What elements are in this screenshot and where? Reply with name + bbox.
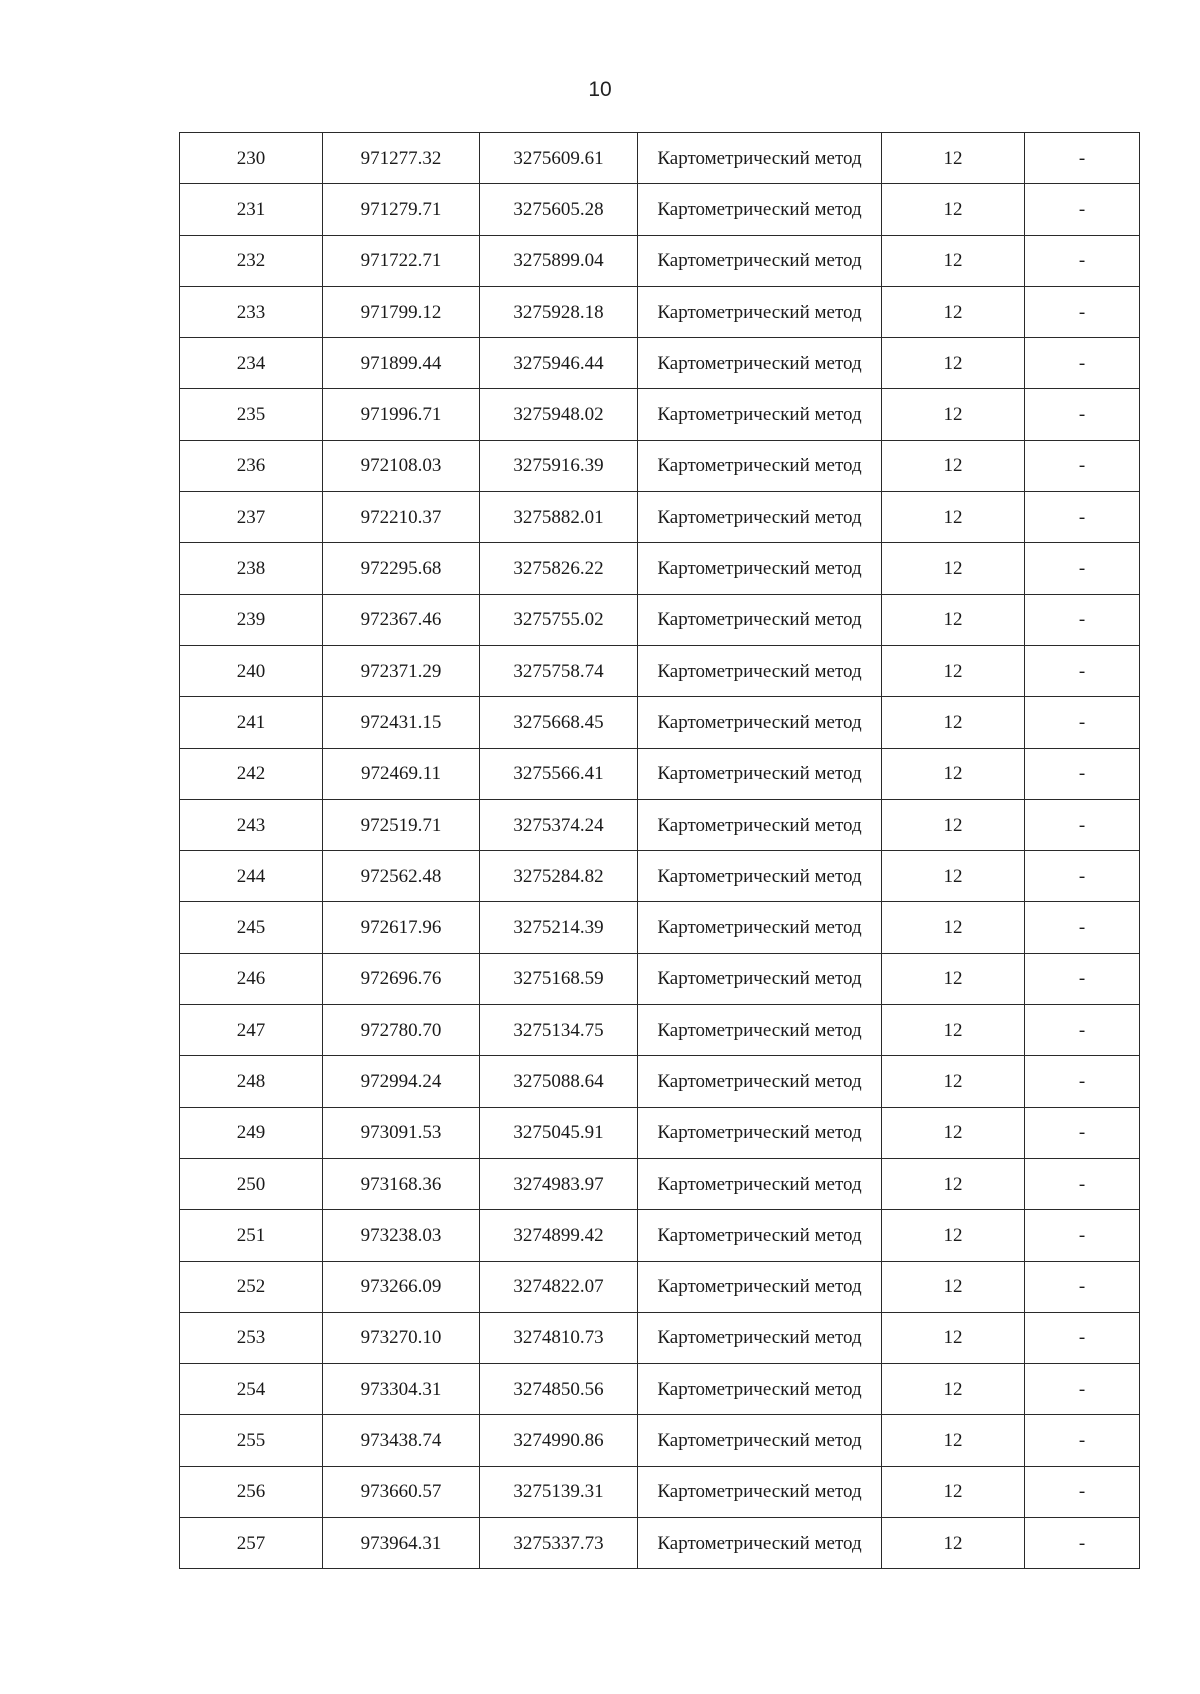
method-cell: Картометрический метод: [638, 235, 882, 286]
table-row: [180, 1005, 1140, 1056]
table-row: [180, 235, 1140, 286]
table-row: [180, 133, 1140, 184]
y-coordinate-cell: 3275566.41: [480, 748, 638, 799]
x-coordinate-cell: 973438.74: [323, 1415, 480, 1466]
table-row: [180, 1364, 1140, 1415]
method-cell: Картометрический метод: [638, 645, 882, 696]
method-cell: Картометрический метод: [638, 902, 882, 953]
description-cell: -: [1025, 902, 1140, 953]
method-cell: Картометрический метод: [638, 1210, 882, 1261]
point-number-cell: 251: [180, 1210, 323, 1261]
x-coordinate-cell: 972696.76: [323, 953, 480, 1004]
method-cell: Картометрический метод: [638, 1518, 882, 1569]
y-coordinate-cell: 3275928.18: [480, 286, 638, 337]
method-cell: Картометрический метод: [638, 1312, 882, 1363]
coordinates-table: [179, 132, 1140, 1569]
method-cell: Картометрический метод: [638, 799, 882, 850]
point-number-cell: 232: [180, 235, 323, 286]
accuracy-cell: 12: [882, 1415, 1025, 1466]
description-cell: -: [1025, 799, 1140, 850]
description-cell: -: [1025, 389, 1140, 440]
accuracy-cell: 12: [882, 1518, 1025, 1569]
y-coordinate-cell: 3275088.64: [480, 1056, 638, 1107]
accuracy-cell: 12: [882, 851, 1025, 902]
page-number: 10: [588, 78, 612, 101]
method-cell: Картометрический метод: [638, 851, 882, 902]
description-cell: -: [1025, 1005, 1140, 1056]
accuracy-cell: 12: [882, 133, 1025, 184]
point-number-cell: 235: [180, 389, 323, 440]
point-number-cell: 242: [180, 748, 323, 799]
point-number-cell: 230: [180, 133, 323, 184]
description-cell: -: [1025, 1466, 1140, 1517]
point-number-cell: 244: [180, 851, 323, 902]
method-cell: Картометрический метод: [638, 748, 882, 799]
x-coordinate-cell: 972617.96: [323, 902, 480, 953]
method-cell: Картометрический метод: [638, 440, 882, 491]
method-cell: Картометрический метод: [638, 697, 882, 748]
y-coordinate-cell: 3275882.01: [480, 492, 638, 543]
accuracy-cell: 12: [882, 492, 1025, 543]
x-coordinate-cell: 972562.48: [323, 851, 480, 902]
description-cell: -: [1025, 1312, 1140, 1363]
method-cell: Картометрический метод: [638, 594, 882, 645]
table-row: [180, 492, 1140, 543]
description-cell: -: [1025, 1056, 1140, 1107]
x-coordinate-cell: 972519.71: [323, 799, 480, 850]
y-coordinate-cell: 3275916.39: [480, 440, 638, 491]
accuracy-cell: 12: [882, 235, 1025, 286]
description-cell: -: [1025, 286, 1140, 337]
accuracy-cell: 12: [882, 1466, 1025, 1517]
point-number-cell: 234: [180, 338, 323, 389]
y-coordinate-cell: 3275045.91: [480, 1107, 638, 1158]
description-cell: -: [1025, 1364, 1140, 1415]
x-coordinate-cell: 972371.29: [323, 645, 480, 696]
point-number-cell: 236: [180, 440, 323, 491]
point-number-cell: 248: [180, 1056, 323, 1107]
point-number-cell: 238: [180, 543, 323, 594]
y-coordinate-cell: 3275668.45: [480, 697, 638, 748]
method-cell: Картометрический метод: [638, 1107, 882, 1158]
method-cell: Картометрический метод: [638, 184, 882, 235]
x-coordinate-cell: 971277.32: [323, 133, 480, 184]
accuracy-cell: 12: [882, 286, 1025, 337]
point-number-cell: 253: [180, 1312, 323, 1363]
accuracy-cell: 12: [882, 1107, 1025, 1158]
x-coordinate-cell: 973270.10: [323, 1312, 480, 1363]
y-coordinate-cell: 3275605.28: [480, 184, 638, 235]
x-coordinate-cell: 972994.24: [323, 1056, 480, 1107]
x-coordinate-cell: 973091.53: [323, 1107, 480, 1158]
y-coordinate-cell: 3275284.82: [480, 851, 638, 902]
x-coordinate-cell: 971899.44: [323, 338, 480, 389]
x-coordinate-cell: 973168.36: [323, 1158, 480, 1209]
table-row: [180, 184, 1140, 235]
table-row: [180, 594, 1140, 645]
method-cell: Картометрический метод: [638, 1005, 882, 1056]
accuracy-cell: 12: [882, 1364, 1025, 1415]
description-cell: -: [1025, 1518, 1140, 1569]
y-coordinate-cell: 3275755.02: [480, 594, 638, 645]
table-row: [180, 953, 1140, 1004]
table-row: [180, 389, 1140, 440]
accuracy-cell: 12: [882, 1056, 1025, 1107]
accuracy-cell: 12: [882, 799, 1025, 850]
method-cell: Картометрический метод: [638, 1364, 882, 1415]
x-coordinate-cell: 972108.03: [323, 440, 480, 491]
accuracy-cell: 12: [882, 1210, 1025, 1261]
accuracy-cell: 12: [882, 645, 1025, 696]
accuracy-cell: 12: [882, 1158, 1025, 1209]
table-row: [180, 645, 1140, 696]
x-coordinate-cell: 971279.71: [323, 184, 480, 235]
x-coordinate-cell: 971722.71: [323, 235, 480, 286]
table-row: [180, 902, 1140, 953]
table-row: [180, 338, 1140, 389]
method-cell: Картометрический метод: [638, 492, 882, 543]
y-coordinate-cell: 3275609.61: [480, 133, 638, 184]
table-row: [180, 1466, 1140, 1517]
method-cell: Картометрический метод: [638, 953, 882, 1004]
table-row: [180, 1312, 1140, 1363]
point-number-cell: 239: [180, 594, 323, 645]
x-coordinate-cell: 971996.71: [323, 389, 480, 440]
x-coordinate-cell: 972431.15: [323, 697, 480, 748]
table-row: [180, 286, 1140, 337]
point-number-cell: 237: [180, 492, 323, 543]
description-cell: -: [1025, 440, 1140, 491]
description-cell: -: [1025, 1261, 1140, 1312]
x-coordinate-cell: 972469.11: [323, 748, 480, 799]
point-number-cell: 257: [180, 1518, 323, 1569]
method-cell: Картометрический метод: [638, 1158, 882, 1209]
description-cell: -: [1025, 184, 1140, 235]
table-row: [180, 440, 1140, 491]
point-number-cell: 246: [180, 953, 323, 1004]
y-coordinate-cell: 3275899.04: [480, 235, 638, 286]
x-coordinate-cell: 971799.12: [323, 286, 480, 337]
accuracy-cell: 12: [882, 697, 1025, 748]
y-coordinate-cell: 3275134.75: [480, 1005, 638, 1056]
accuracy-cell: 12: [882, 748, 1025, 799]
method-cell: Картометрический метод: [638, 1261, 882, 1312]
description-cell: -: [1025, 1415, 1140, 1466]
y-coordinate-cell: 3274822.07: [480, 1261, 638, 1312]
method-cell: Картометрический метод: [638, 543, 882, 594]
table-row: [180, 1415, 1140, 1466]
table-row: [180, 543, 1140, 594]
point-number-cell: 245: [180, 902, 323, 953]
point-number-cell: 254: [180, 1364, 323, 1415]
y-coordinate-cell: 3274810.73: [480, 1312, 638, 1363]
y-coordinate-cell: 3275946.44: [480, 338, 638, 389]
table-row: [180, 799, 1140, 850]
point-number-cell: 247: [180, 1005, 323, 1056]
accuracy-cell: 12: [882, 184, 1025, 235]
table-row: [180, 1261, 1140, 1312]
x-coordinate-cell: 972210.37: [323, 492, 480, 543]
x-coordinate-cell: 973660.57: [323, 1466, 480, 1517]
table-row: [180, 1518, 1140, 1569]
accuracy-cell: 12: [882, 1312, 1025, 1363]
x-coordinate-cell: 973266.09: [323, 1261, 480, 1312]
method-cell: Картометрический метод: [638, 1056, 882, 1107]
x-coordinate-cell: 973238.03: [323, 1210, 480, 1261]
point-number-cell: 249: [180, 1107, 323, 1158]
table-row: [180, 1107, 1140, 1158]
point-number-cell: 250: [180, 1158, 323, 1209]
description-cell: -: [1025, 1210, 1140, 1261]
accuracy-cell: 12: [882, 543, 1025, 594]
y-coordinate-cell: 3274983.97: [480, 1158, 638, 1209]
table-row: [180, 748, 1140, 799]
accuracy-cell: 12: [882, 389, 1025, 440]
coordinates-table-body: [180, 133, 1140, 1569]
x-coordinate-cell: 973964.31: [323, 1518, 480, 1569]
accuracy-cell: 12: [882, 953, 1025, 1004]
table-row: [180, 851, 1140, 902]
method-cell: Картометрический метод: [638, 1466, 882, 1517]
description-cell: -: [1025, 235, 1140, 286]
accuracy-cell: 12: [882, 1261, 1025, 1312]
description-cell: -: [1025, 953, 1140, 1004]
point-number-cell: 231: [180, 184, 323, 235]
accuracy-cell: 12: [882, 1005, 1025, 1056]
table-row: [180, 1056, 1140, 1107]
point-number-cell: 243: [180, 799, 323, 850]
table-row: [180, 1158, 1140, 1209]
accuracy-cell: 12: [882, 902, 1025, 953]
point-number-cell: 240: [180, 645, 323, 696]
y-coordinate-cell: 3275948.02: [480, 389, 638, 440]
y-coordinate-cell: 3275337.73: [480, 1518, 638, 1569]
point-number-cell: 256: [180, 1466, 323, 1517]
description-cell: -: [1025, 1107, 1140, 1158]
point-number-cell: 241: [180, 697, 323, 748]
accuracy-cell: 12: [882, 440, 1025, 491]
table-row: [180, 697, 1140, 748]
x-coordinate-cell: 972367.46: [323, 594, 480, 645]
description-cell: -: [1025, 645, 1140, 696]
method-cell: Картометрический метод: [638, 338, 882, 389]
description-cell: -: [1025, 594, 1140, 645]
point-number-cell: 233: [180, 286, 323, 337]
accuracy-cell: 12: [882, 594, 1025, 645]
description-cell: -: [1025, 851, 1140, 902]
description-cell: -: [1025, 492, 1140, 543]
y-coordinate-cell: 3274899.42: [480, 1210, 638, 1261]
method-cell: Картометрический метод: [638, 1415, 882, 1466]
y-coordinate-cell: 3275139.31: [480, 1466, 638, 1517]
accuracy-cell: 12: [882, 338, 1025, 389]
description-cell: -: [1025, 697, 1140, 748]
y-coordinate-cell: 3274850.56: [480, 1364, 638, 1415]
x-coordinate-cell: 972780.70: [323, 1005, 480, 1056]
description-cell: -: [1025, 338, 1140, 389]
method-cell: Картометрический метод: [638, 133, 882, 184]
description-cell: -: [1025, 748, 1140, 799]
description-cell: -: [1025, 133, 1140, 184]
y-coordinate-cell: 3275374.24: [480, 799, 638, 850]
method-cell: Картометрический метод: [638, 389, 882, 440]
table-row: [180, 1210, 1140, 1261]
x-coordinate-cell: 972295.68: [323, 543, 480, 594]
point-number-cell: 255: [180, 1415, 323, 1466]
y-coordinate-cell: 3275826.22: [480, 543, 638, 594]
description-cell: -: [1025, 543, 1140, 594]
method-cell: Картометрический метод: [638, 286, 882, 337]
y-coordinate-cell: 3275758.74: [480, 645, 638, 696]
y-coordinate-cell: 3275168.59: [480, 953, 638, 1004]
description-cell: -: [1025, 1158, 1140, 1209]
x-coordinate-cell: 973304.31: [323, 1364, 480, 1415]
y-coordinate-cell: 3274990.86: [480, 1415, 638, 1466]
y-coordinate-cell: 3275214.39: [480, 902, 638, 953]
point-number-cell: 252: [180, 1261, 323, 1312]
